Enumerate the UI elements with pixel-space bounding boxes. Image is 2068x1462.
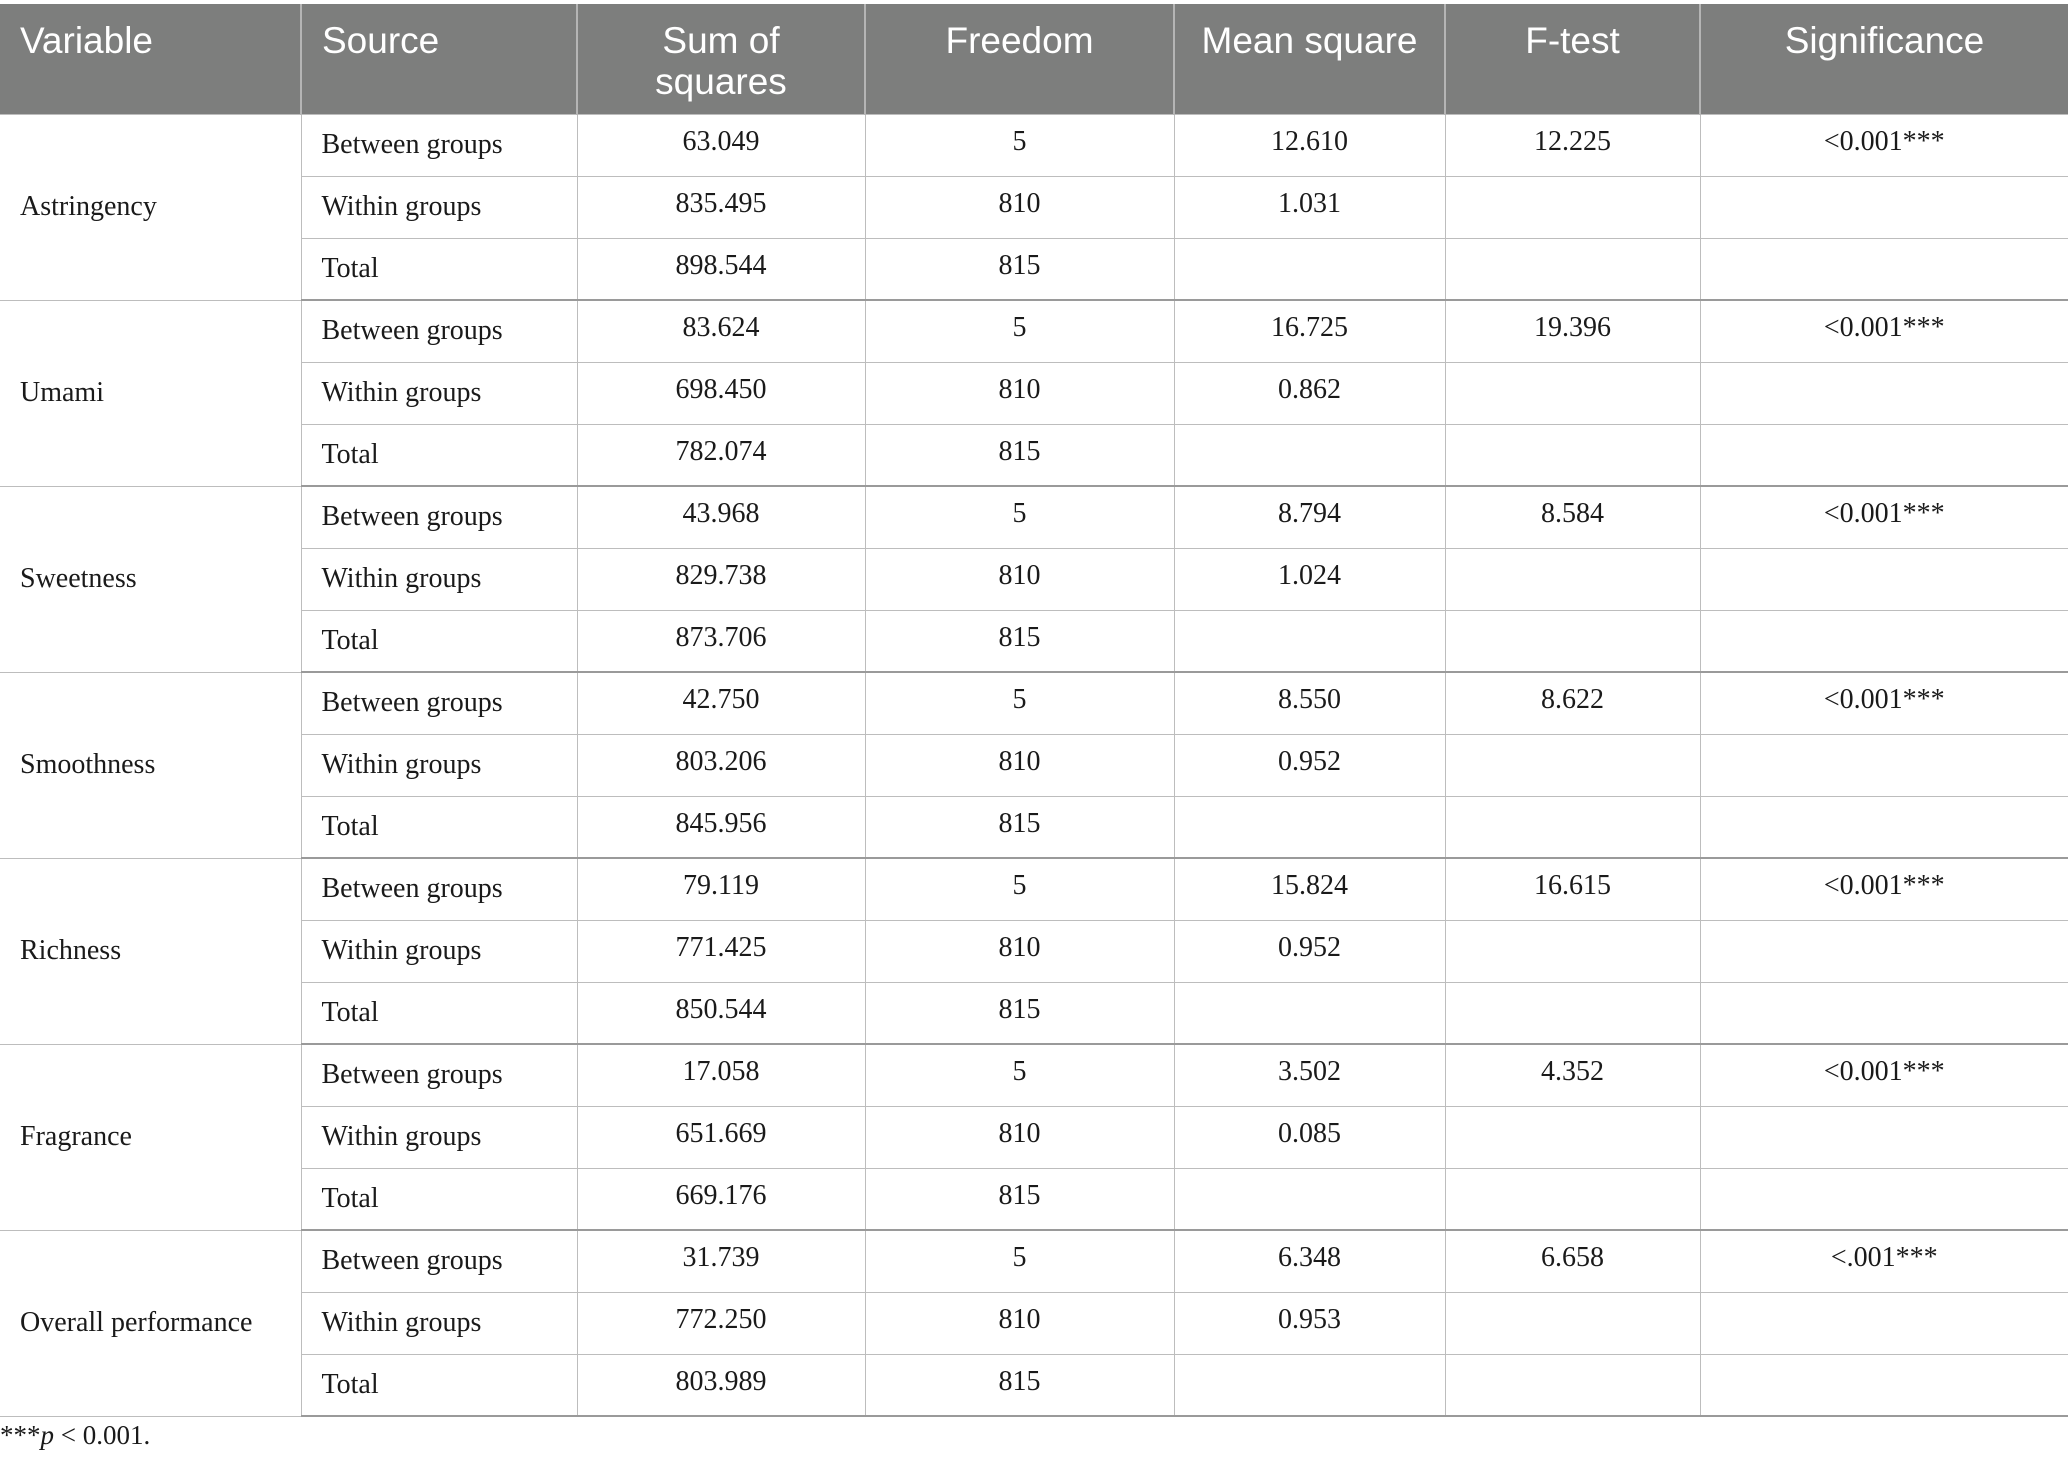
mean-square-cell: 0.952 xyxy=(1174,734,1445,796)
table-row xyxy=(0,672,2068,734)
header-variable: Variable xyxy=(0,4,301,114)
f-test-cell: 16.615 xyxy=(1445,858,1700,920)
table-row xyxy=(0,424,2068,486)
freedom-cell: 5 xyxy=(865,486,1174,548)
table-row xyxy=(0,858,2068,920)
f-test-cell xyxy=(1445,610,1700,672)
table-row xyxy=(0,982,2068,1044)
header-significance: Significance xyxy=(1700,4,2068,114)
table-row xyxy=(0,1230,2068,1292)
freedom-cell: 815 xyxy=(865,610,1174,672)
f-test-cell xyxy=(1445,1106,1700,1168)
source-cell: Between groups xyxy=(301,1230,577,1292)
f-test-cell xyxy=(1445,982,1700,1044)
sum-of-squares-cell: 63.049 xyxy=(577,114,865,176)
header-source: Source xyxy=(301,4,577,114)
freedom-cell: 810 xyxy=(865,362,1174,424)
significance-cell: <0.001*** xyxy=(1700,1044,2068,1106)
table-body xyxy=(0,114,2068,1416)
sum-of-squares-cell: 803.989 xyxy=(577,1354,865,1416)
mean-square-cell xyxy=(1174,1354,1445,1416)
source-cell: Total xyxy=(301,796,577,858)
f-test-cell: 12.225 xyxy=(1445,114,1700,176)
significance-cell xyxy=(1700,1106,2068,1168)
significance-cell xyxy=(1700,1292,2068,1354)
footnote-text: < 0.001. xyxy=(54,1420,151,1450)
table-row xyxy=(0,920,2068,982)
sum-of-squares-cell: 83.624 xyxy=(577,300,865,362)
significance-cell: <0.001*** xyxy=(1700,300,2068,362)
significance-cell: <0.001*** xyxy=(1700,114,2068,176)
source-cell: Between groups xyxy=(301,672,577,734)
source-cell: Within groups xyxy=(301,362,577,424)
f-test-cell: 8.584 xyxy=(1445,486,1700,548)
significance-cell xyxy=(1700,362,2068,424)
mean-square-cell: 15.824 xyxy=(1174,858,1445,920)
mean-square-cell xyxy=(1174,1168,1445,1230)
freedom-cell: 810 xyxy=(865,734,1174,796)
significance-cell xyxy=(1700,1168,2068,1230)
significance-cell xyxy=(1700,734,2068,796)
mean-square-cell: 0.953 xyxy=(1174,1292,1445,1354)
source-cell: Between groups xyxy=(301,486,577,548)
sum-of-squares-cell: 782.074 xyxy=(577,424,865,486)
table-row xyxy=(0,114,2068,176)
source-cell: Total xyxy=(301,238,577,300)
table-row xyxy=(0,1106,2068,1168)
significance-cell xyxy=(1700,176,2068,238)
f-test-cell xyxy=(1445,1354,1700,1416)
mean-square-cell: 1.024 xyxy=(1174,548,1445,610)
freedom-cell: 815 xyxy=(865,796,1174,858)
variable-cell: Umami xyxy=(0,300,301,486)
source-cell: Within groups xyxy=(301,734,577,796)
sum-of-squares-cell: 771.425 xyxy=(577,920,865,982)
source-cell: Total xyxy=(301,610,577,672)
table-row xyxy=(0,734,2068,796)
sum-of-squares-cell: 803.206 xyxy=(577,734,865,796)
table-row xyxy=(0,796,2068,858)
f-test-cell xyxy=(1445,238,1700,300)
table-row xyxy=(0,1168,2068,1230)
sum-of-squares-cell: 873.706 xyxy=(577,610,865,672)
freedom-cell: 5 xyxy=(865,858,1174,920)
source-cell: Within groups xyxy=(301,548,577,610)
f-test-cell xyxy=(1445,362,1700,424)
significance-cell: <0.001*** xyxy=(1700,672,2068,734)
freedom-cell: 815 xyxy=(865,1168,1174,1230)
f-test-cell xyxy=(1445,1292,1700,1354)
sum-of-squares-cell: 43.968 xyxy=(577,486,865,548)
f-test-cell xyxy=(1445,1168,1700,1230)
significance-cell xyxy=(1700,796,2068,858)
mean-square-cell: 8.550 xyxy=(1174,672,1445,734)
source-cell: Total xyxy=(301,424,577,486)
significance-cell: <0.001*** xyxy=(1700,486,2068,548)
mean-square-cell: 12.610 xyxy=(1174,114,1445,176)
sum-of-squares-cell: 669.176 xyxy=(577,1168,865,1230)
header-sum-of-squares xyxy=(577,4,865,114)
sum-of-squares-cell: 772.250 xyxy=(577,1292,865,1354)
freedom-cell: 5 xyxy=(865,672,1174,734)
freedom-cell: 810 xyxy=(865,920,1174,982)
f-test-cell xyxy=(1445,424,1700,486)
source-cell: Between groups xyxy=(301,114,577,176)
freedom-cell: 815 xyxy=(865,424,1174,486)
significance-cell xyxy=(1700,920,2068,982)
table-row xyxy=(0,548,2068,610)
variable-cell: Fragrance xyxy=(0,1044,301,1230)
footnote-p: p xyxy=(40,1420,54,1450)
source-cell: Total xyxy=(301,982,577,1044)
header-freedom: Freedom xyxy=(865,4,1174,114)
freedom-cell: 815 xyxy=(865,982,1174,1044)
mean-square-cell: 16.725 xyxy=(1174,300,1445,362)
footnote xyxy=(0,1420,150,1451)
sum-of-squares-cell: 651.669 xyxy=(577,1106,865,1168)
variable-cell: Smoothness xyxy=(0,672,301,858)
sum-of-squares-cell: 829.738 xyxy=(577,548,865,610)
header-sum-of-squares-line2: squares xyxy=(655,61,787,102)
variable-cell: Astringency xyxy=(0,114,301,300)
table-row xyxy=(0,486,2068,548)
f-test-cell: 19.396 xyxy=(1445,300,1700,362)
source-cell: Total xyxy=(301,1354,577,1416)
mean-square-cell: 8.794 xyxy=(1174,486,1445,548)
table-row xyxy=(0,1292,2068,1354)
table-row xyxy=(0,610,2068,672)
header-row xyxy=(0,4,2068,114)
mean-square-cell xyxy=(1174,610,1445,672)
significance-cell xyxy=(1700,238,2068,300)
sum-of-squares-cell: 698.450 xyxy=(577,362,865,424)
freedom-cell: 5 xyxy=(865,1230,1174,1292)
freedom-cell: 810 xyxy=(865,176,1174,238)
table-row xyxy=(0,176,2068,238)
sum-of-squares-cell: 898.544 xyxy=(577,238,865,300)
significance-cell xyxy=(1700,610,2068,672)
f-test-cell xyxy=(1445,796,1700,858)
f-test-cell: 4.352 xyxy=(1445,1044,1700,1106)
variable-cell: Overall performance xyxy=(0,1230,301,1416)
sum-of-squares-cell: 79.119 xyxy=(577,858,865,920)
significance-cell xyxy=(1700,548,2068,610)
significance-cell xyxy=(1700,424,2068,486)
mean-square-cell: 0.952 xyxy=(1174,920,1445,982)
freedom-cell: 5 xyxy=(865,114,1174,176)
source-cell: Within groups xyxy=(301,1292,577,1354)
mean-square-cell: 1.031 xyxy=(1174,176,1445,238)
freedom-cell: 815 xyxy=(865,238,1174,300)
source-cell: Total xyxy=(301,1168,577,1230)
source-cell: Between groups xyxy=(301,858,577,920)
source-cell: Between groups xyxy=(301,300,577,362)
sum-of-squares-cell: 835.495 xyxy=(577,176,865,238)
footnote-stars: *** xyxy=(0,1420,41,1450)
header-sum-of-squares-line1: Sum of xyxy=(662,20,780,61)
significance-cell xyxy=(1700,1354,2068,1416)
table-row xyxy=(0,362,2068,424)
mean-square-cell xyxy=(1174,982,1445,1044)
header-f-test: F-test xyxy=(1445,4,1700,114)
table-row xyxy=(0,300,2068,362)
sum-of-squares-cell: 31.739 xyxy=(577,1230,865,1292)
freedom-cell: 810 xyxy=(865,1106,1174,1168)
freedom-cell: 5 xyxy=(865,1044,1174,1106)
f-test-cell xyxy=(1445,548,1700,610)
anova-table xyxy=(0,4,2068,1417)
source-cell: Between groups xyxy=(301,1044,577,1106)
sum-of-squares-cell: 850.544 xyxy=(577,982,865,1044)
variable-cell: Richness xyxy=(0,858,301,1044)
f-test-cell xyxy=(1445,920,1700,982)
freedom-cell: 810 xyxy=(865,548,1174,610)
significance-cell: <0.001*** xyxy=(1700,858,2068,920)
f-test-cell xyxy=(1445,176,1700,238)
header-mean-square: Mean square xyxy=(1174,4,1445,114)
variable-cell: Sweetness xyxy=(0,486,301,672)
significance-cell: <.001*** xyxy=(1700,1230,2068,1292)
sum-of-squares-cell: 845.956 xyxy=(577,796,865,858)
table-row xyxy=(0,238,2068,300)
mean-square-cell: 3.502 xyxy=(1174,1044,1445,1106)
f-test-cell xyxy=(1445,734,1700,796)
source-cell: Within groups xyxy=(301,176,577,238)
mean-square-cell: 0.862 xyxy=(1174,362,1445,424)
freedom-cell: 5 xyxy=(865,300,1174,362)
mean-square-cell xyxy=(1174,424,1445,486)
mean-square-cell: 6.348 xyxy=(1174,1230,1445,1292)
f-test-cell: 8.622 xyxy=(1445,672,1700,734)
sum-of-squares-cell: 42.750 xyxy=(577,672,865,734)
table-row xyxy=(0,1354,2068,1416)
significance-cell xyxy=(1700,982,2068,1044)
freedom-cell: 815 xyxy=(865,1354,1174,1416)
mean-square-cell xyxy=(1174,238,1445,300)
source-cell: Within groups xyxy=(301,920,577,982)
freedom-cell: 810 xyxy=(865,1292,1174,1354)
mean-square-cell xyxy=(1174,796,1445,858)
f-test-cell: 6.658 xyxy=(1445,1230,1700,1292)
source-cell: Within groups xyxy=(301,1106,577,1168)
table-row xyxy=(0,1044,2068,1106)
sum-of-squares-cell: 17.058 xyxy=(577,1044,865,1106)
mean-square-cell: 0.085 xyxy=(1174,1106,1445,1168)
